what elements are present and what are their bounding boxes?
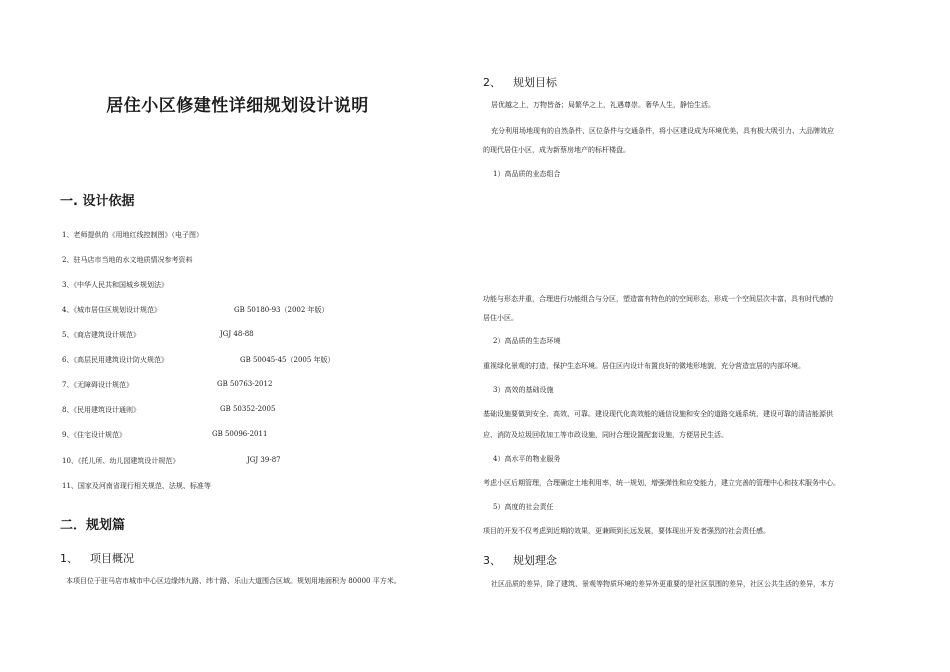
goal-item-label: 4）高水平的物业服务 <box>493 455 561 463</box>
goal-item-label: 2）高品质的生态环境 <box>493 337 561 345</box>
standard-code: GB 50180-93（2002 年版） <box>234 306 329 314</box>
list-item: 6、《高层民用建筑设计防火规范》 GB 50045-45（2005 年版） <box>62 356 335 364</box>
goals-paragraph: 重视绿化景观的打造，保护生态环境。居住区内设计布置良好的微地形地貌，充分营造宜居的内部环境。 <box>483 362 805 370</box>
section-heading-design-basis: 一. 设计依据 <box>60 194 135 209</box>
goals-paragraph: 的现代居住小区，成为新蔡房地产的标杆楼盘。 <box>483 146 630 154</box>
standard-code: GB 50045-45（2005 年版） <box>240 356 335 364</box>
concept-paragraph: 社区品质的差异，除了建筑、景观等物质环境的差异外更重要的是社区氛围的差异，社区公共生活的差异，本方 <box>491 580 834 588</box>
standard-code: GB 50763-2012 <box>217 380 273 388</box>
list-item: 2、驻马店市当地的水文地质情况参考资料 <box>62 256 193 264</box>
standard-code: JGJ 48-88 <box>220 330 254 338</box>
list-item: 5、《商店建筑设计规范》 JGJ 48-88 <box>62 330 254 339</box>
goals-paragraph: 居优越之上，万物皆备；局繁华之上，礼遇尊崇。奢华人生，静怡生活。 <box>491 101 715 109</box>
list-item: 1、老师提供的《用地红线控制图》（电子图） <box>62 231 203 239</box>
goals-paragraph: 应、消防及垃圾回收加工等市政设施，同时合理设置配套设施，方便居民生活。 <box>483 431 728 439</box>
subsection-heading-planning-concept: 3、 规划理念 <box>483 554 557 567</box>
goals-paragraph: 考虑小区后期管理，合理确定土地利用率，统一规划，增强弹性和应变能力，建立完善的管理中心和技术服务中心。 <box>483 479 840 487</box>
list-item: 3、《中华人民共和国城乡规划法》 <box>62 281 168 289</box>
standard-code: JGJ 39-87 <box>247 456 281 464</box>
standard-code: GB 50096-2011 <box>212 430 268 438</box>
goals-paragraph: 充分利用场地现有的自然条件、区位条件与交通条件，将小区建设成为环境优美、具有极大吸引力、大品牌效应 <box>491 127 834 135</box>
goals-paragraph: 居住小区。 <box>483 314 518 322</box>
goals-paragraph: 功能与形态并重，合理进行功能组合与分区，塑造富有特色的的空间形态，形成一个空间层次丰富、具有时代感的 <box>483 295 833 303</box>
list-item: 7、《无障碍设计规范》 GB 50763-2012 <box>62 380 273 389</box>
list-item: 8、《民用建筑设计通则》 GB 50352-2005 <box>62 405 276 414</box>
goal-item-label: 1）高品质的业态组合 <box>493 170 561 178</box>
goal-item-label: 3）高效的基础设施 <box>493 386 554 394</box>
subsection-heading-planning-goals: 2、 规划目标 <box>483 76 557 89</box>
section-heading-planning: 二．规划篇 <box>60 518 126 533</box>
goals-paragraph: 项目的开发不仅考虑到近期的效果，更兼顾到长远发展，要体现出开发者强烈的社会责任感。 <box>483 527 770 535</box>
list-item: 9、《住宅设计规范》 GB 50096-2011 <box>62 430 268 439</box>
list-item: 10、《托儿所、幼儿园建筑设计规范》 JGJ 39-87 <box>62 456 281 465</box>
goal-item-label: 5）高度的社会责任 <box>493 503 554 511</box>
document-title: 居住小区修建性详细规划设计说明 <box>106 96 369 116</box>
list-item: 4、《城市居住区规划设计规范》 GB 50180-93（2002 年版） <box>62 306 329 314</box>
project-overview-text: 本项目位于驻马店市城市中心区边缘纬九路、纬十路、乐山大道围合区域。规划用地面积为 80000 平方米。 <box>66 577 401 585</box>
subsection-heading-project-overview: 1、 项目概况 <box>60 552 134 565</box>
goals-paragraph: 基础设施要做到安全、高效、可靠。建设现代化高效能的通信设施和安全的道路交通系统，建设可靠的清洁能源供 <box>483 410 833 418</box>
standard-code: GB 50352-2005 <box>220 405 276 413</box>
list-item: 11、国家及河南省现行相关规范、法规、标准等 <box>62 482 211 490</box>
